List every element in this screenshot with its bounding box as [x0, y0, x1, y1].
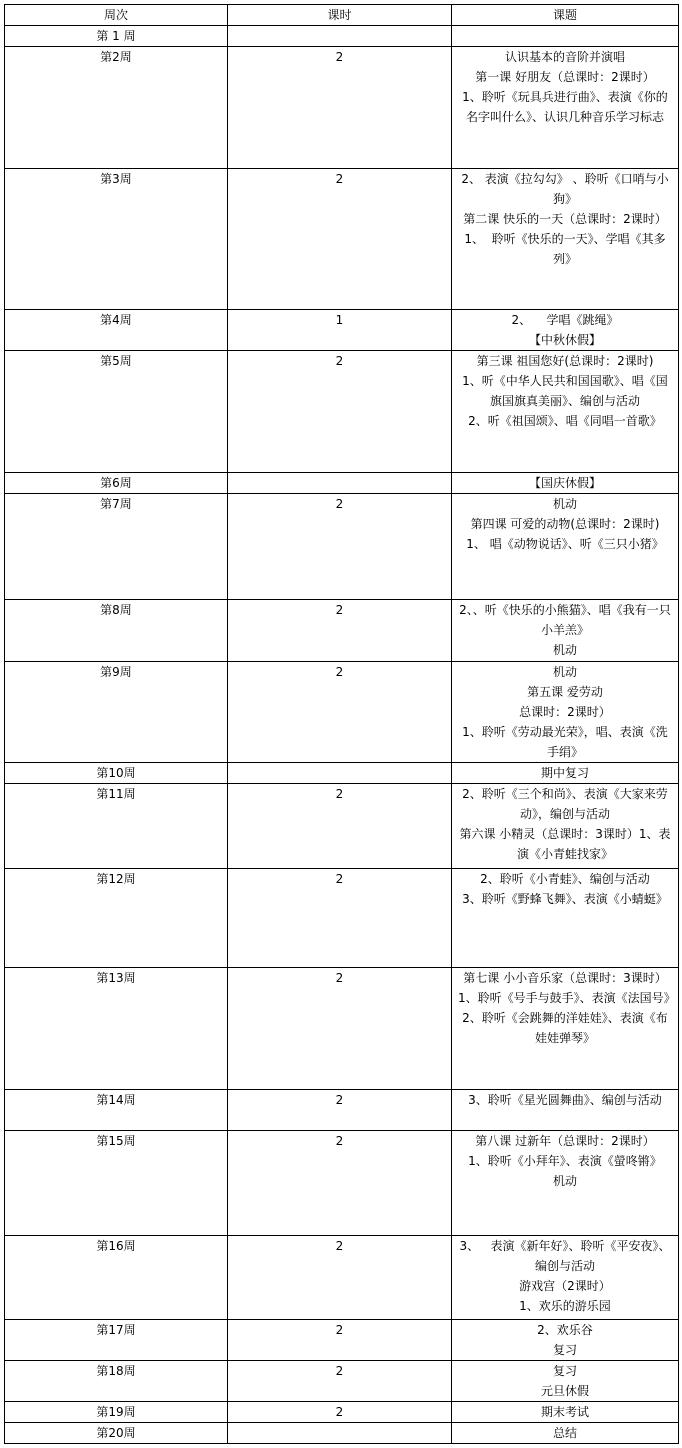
topic-cell: [452, 1090, 679, 1131]
table-row: [5, 869, 679, 968]
topic-line: 1、聆听《劳动最光荣》，唱、表演《洗手绢》: [462, 725, 668, 759]
topic-line: 1、聆听《号手与鼓手》、表演《法国号》: [458, 991, 676, 1005]
topic-line: 【国庆休假】: [528, 476, 601, 490]
week-cell: 第8周: [5, 600, 228, 662]
week-cell: 第10周: [5, 763, 228, 784]
table-row: [5, 1320, 679, 1361]
hours-cell: 2: [228, 784, 452, 869]
topic-cell: [452, 1361, 679, 1402]
table-row: [5, 1131, 679, 1236]
topic-cell: [452, 310, 679, 351]
hours-cell: 2: [228, 968, 452, 1090]
hours-cell: 2: [228, 600, 452, 662]
topic-line: 1、听《中华人民共和国国歌》、唱《国旗国旗真美丽》、编创与活动: [462, 374, 668, 408]
table-row: [5, 26, 679, 47]
hours-cell: 2: [228, 1090, 452, 1131]
topic-line: 2、、听《快乐的小熊猫》、唱《我有一只小羊羔》: [459, 603, 671, 637]
topic-cell: [452, 869, 679, 968]
hours-cell: 2: [228, 869, 452, 968]
schedule-table: [4, 4, 679, 1444]
hours-cell: [228, 1423, 452, 1444]
week-cell: 第12周: [5, 869, 228, 968]
topic-line: 2、欢乐谷: [537, 1323, 593, 1337]
topic-line: 第五课 爱劳动: [527, 685, 603, 699]
hours-cell: 2: [228, 1361, 452, 1402]
topic-line: 总课时：2课时）: [519, 705, 611, 719]
table-row: [5, 1236, 679, 1320]
table-row: [5, 1402, 679, 1423]
topic-line: 第四课 可爱的动物(总课时：2课时): [470, 517, 660, 531]
topic-line: 第六课 小精灵（总课时：3课时）1、表演《小青蛙找家》: [459, 827, 671, 861]
table-row: [5, 662, 679, 763]
hours-cell: 2: [228, 1236, 452, 1320]
topic-cell: [452, 494, 679, 600]
table-row: [5, 47, 679, 169]
topic-line: 认识基本的音阶并演唱: [504, 50, 625, 64]
week-cell: 第11周: [5, 784, 228, 869]
topic-line: 机动: [552, 665, 577, 679]
topic-cell: [452, 47, 679, 169]
week-cell: 第17周: [5, 1320, 228, 1361]
table-row: [5, 968, 679, 1090]
topic-cell: [452, 662, 679, 763]
week-cell: 第13周: [5, 968, 228, 1090]
week-cell: 第7周: [5, 494, 228, 600]
hours-cell: 2: [228, 351, 452, 473]
table-row: [5, 600, 679, 662]
topic-line: 第七课 小小音乐家（总课时：3课时）: [463, 971, 667, 985]
topic-cell: [452, 1402, 679, 1423]
topic-cell: [452, 351, 679, 473]
topic-line: 1、聆听《玩具兵进行曲》、表演《你的名字叫什么》、认识几种音乐学习标志: [462, 90, 668, 124]
topic-cell: [452, 1236, 679, 1320]
topic-line: 3、 表演《新年好》、聆听《平安夜》、编创与活动: [459, 1239, 671, 1273]
topic-cell: [452, 26, 679, 47]
week-cell: 第16周: [5, 1236, 228, 1320]
hours-cell: 2: [228, 1402, 452, 1423]
table-row: [5, 1361, 679, 1402]
topic-line: 2、听《祖国颂》、唱《同唱一首歌》: [468, 414, 662, 428]
topic-line: 总结: [552, 1426, 577, 1440]
topic-line: 2、 学唱《跳绳》: [511, 313, 619, 327]
hours-cell: 1: [228, 310, 452, 351]
table-row: [5, 494, 679, 600]
table-row: [5, 169, 679, 310]
header-row: [5, 5, 679, 26]
week-cell: 第4周: [5, 310, 228, 351]
topic-line: 第八课 过新年（总课时：2课时）: [475, 1134, 655, 1148]
hours-cell: 2: [228, 169, 452, 310]
week-cell: 第3周: [5, 169, 228, 310]
hours-cell: [228, 763, 452, 784]
header-hours: 课时: [228, 5, 452, 26]
table-row: [5, 784, 679, 869]
topic-cell: [452, 1131, 679, 1236]
topic-cell: [452, 968, 679, 1090]
topic-cell: [452, 1320, 679, 1361]
topic-line: 机动: [552, 1174, 577, 1188]
week-cell: 第18周: [5, 1361, 228, 1402]
week-cell: 第9周: [5, 662, 228, 763]
topic-line: 1、聆听《小拜年》、表演《螢咚锵》: [468, 1154, 662, 1168]
topic-line: 游戏宫（2课时）: [519, 1279, 611, 1293]
hours-cell: 2: [228, 47, 452, 169]
hours-cell: 2: [228, 494, 452, 600]
table-row: [5, 473, 679, 494]
hours-cell: [228, 26, 452, 47]
topic-line: 元旦休假: [540, 1384, 589, 1398]
topic-cell: [452, 763, 679, 784]
week-cell: 第15周: [5, 1131, 228, 1236]
topic-line: 1、欢乐的游乐园: [519, 1299, 611, 1313]
topic-line: 1、 唱《动物说话》、听《三只小猪》: [466, 537, 664, 551]
week-cell: 第14周: [5, 1090, 228, 1131]
header-week: 周次: [5, 5, 228, 26]
hours-cell: [228, 473, 452, 494]
topic-cell: [452, 169, 679, 310]
table-row: [5, 310, 679, 351]
topic-line: 2、聆听《会跳舞的洋娃娃》、表演《布娃娃弹琴》: [462, 1011, 668, 1045]
topic-line: 机动: [552, 643, 577, 657]
week-cell: 第2周: [5, 47, 228, 169]
week-cell: 第5周: [5, 351, 228, 473]
topic-cell: [452, 784, 679, 869]
topic-line: 机动: [552, 497, 577, 511]
topic-cell: [452, 1423, 679, 1444]
topic-line: 复习: [552, 1343, 577, 1357]
topic-line: 期末考试: [540, 1405, 589, 1419]
topic-line: 2、聆听《三个和尚》、表演《大家来劳动》，编创与活动: [462, 787, 668, 821]
schedule-table-body: [5, 5, 679, 1444]
topic-line: 第三课 祖国您好(总课时：2课时): [476, 354, 654, 368]
table-row: [5, 763, 679, 784]
hours-cell: 2: [228, 1131, 452, 1236]
topic-cell: [452, 473, 679, 494]
topic-line: 第一课 好朋友（总课时：2课时）: [475, 70, 655, 84]
topic-line: 3、聆听《野蜂飞舞》、表演《小蜻蜓》: [462, 892, 668, 906]
topic-line: 1、 聆听《快乐的一天》、学唱《其多列》: [464, 232, 666, 266]
topic-line: 2、聆听《小青蛙》、编创与活动: [480, 872, 650, 886]
topic-cell: [452, 600, 679, 662]
table-row: [5, 1423, 679, 1444]
topic-line: 2、 表演《拉勾勾》 、聆听《口哨与小狗》: [461, 172, 669, 206]
table-row: [5, 1090, 679, 1131]
week-cell: 第6周: [5, 473, 228, 494]
header-topic: 课题: [452, 5, 679, 26]
table-row: [5, 351, 679, 473]
hours-cell: 2: [228, 662, 452, 763]
week-cell: 第19周: [5, 1402, 228, 1423]
topic-line: 复习: [552, 1364, 577, 1378]
hours-cell: 2: [228, 1320, 452, 1361]
topic-line: 【中秋休假】: [528, 333, 601, 347]
week-cell: 第 1 周: [5, 26, 228, 47]
week-cell: 第20周: [5, 1423, 228, 1444]
topic-line: 期中复习: [540, 766, 589, 780]
topic-line: 3、聆听《星光圆舞曲》、编创与活动: [468, 1093, 662, 1107]
topic-line: 第二课 快乐的一天（总课时：2课时）: [463, 212, 667, 226]
